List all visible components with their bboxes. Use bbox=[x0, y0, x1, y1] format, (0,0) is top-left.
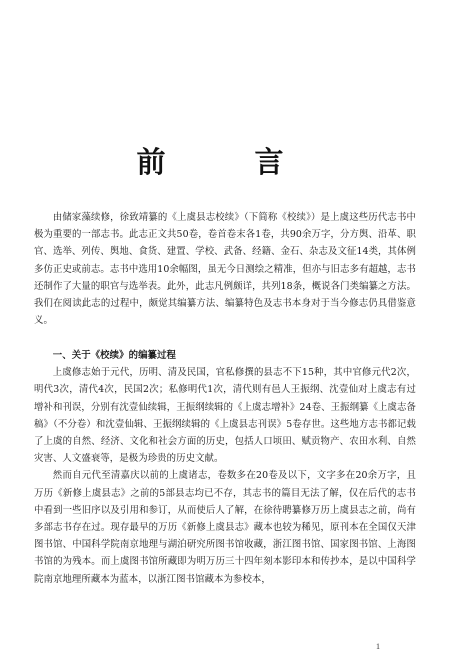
intro-paragraph: 由储家藻续修，徐致靖纂的《上虞县志校续》（下简称《校续》）是上虞这些历代志书中极为重要的一部志书。此志正文共50卷，卷首卷末各1卷，共90余万字，分方舆、沿革、职官、选举、列传、舆地、食货、建置、学校、武备、经籍、金石、杂志及文征14类，其体例多仿正史或前志。志书中选用10余幅图，虽无今日测绘之精准，但亦与旧志多有超越，志书还制作了大量的职官与选举表。此外，此志凡例颇详，共列18条，概说各门类编纂之方法。我们在阅读此志的过程中，颇觉其编纂方法、编纂特色及志书本身对于当今修志仍具借鉴意义。 bbox=[34, 212, 416, 327]
section1-heading: 一、关于《校续》的编纂过程 bbox=[52, 350, 176, 361]
page-title: 前 言 bbox=[136, 145, 314, 179]
section1-paragraph-2: 然而自元代至清嘉庆以前的上虞诸志，卷数多在20卷及以下，文字多在20余万字，且万历《新修上虞县志》之前的5部县志均已不存，其志书的篇目无法了解，仅在后代的志书中看到一些旧序以及引用和参订，从而使后人了解，在徐待聘纂修万历上虞县志之前，尚有多部志书存在过。现存最早的万历《新修上虞县志》藏本也较为稀见，原刊本在全国仅天津图书馆、中国科学院南京地理与湖泊研究所图书馆收藏，浙江图书馆、国家图书馆、上海图书馆的为残本。而上虞图书馆所藏即为明万历三十四年刻本影印本和传抄本，是以中国科学院南京地理所藏本为蓝本，以浙江图书馆藏本为参校本， bbox=[34, 470, 416, 585]
section1-text-block bbox=[34, 347, 416, 588]
section1-paragraph-1: 上虞修志始于元代，历明、清及民国，官私修撰的县志不下15种，其中官修元代2次，明代3次，清代4次，民国2次；私修明代1次，清代则有邑人王振纲、沈壹仙对上虞志有过增补和刊误，分别有沈壹仙续辑，王振纲续辑的《上虞志增补》24卷、王振纲纂《上虞志备稿》（不分卷）和沈壹仙辑、王振纲续辑的《上虞县志刊误》5卷存世。这些地方志书都记载了上虞的自然、经济、文化和社会方面的历史，包括人口顷田、赋贡物产、农田水利、自然灾害、人文盛衰等，是极为珍贵的历史文献。 bbox=[34, 367, 416, 465]
intro-text-block bbox=[34, 209, 416, 329]
page-number: 1 bbox=[376, 642, 380, 651]
